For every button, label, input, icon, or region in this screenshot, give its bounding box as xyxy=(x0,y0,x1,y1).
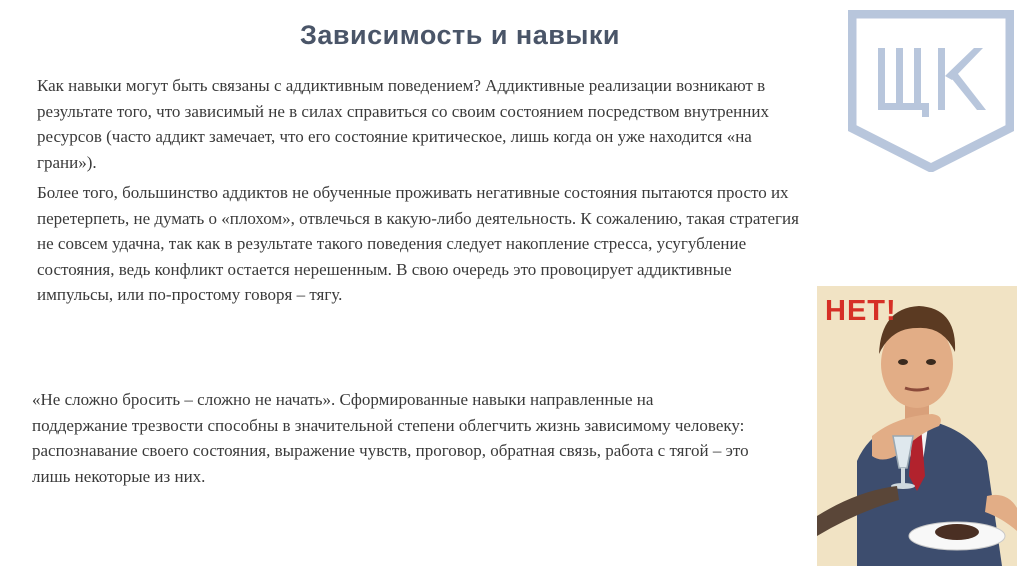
paragraph-strategy: Более того, большинство аддиктов не обученные проживать негативные состояния пытаются просто их перетерпеть, не думать о «плохом», отвлечься в какую-либо деятельность. К сожалению, такая стратегия не совсем удачна, так как в результате такого поведения следует накопление стресса, усугубление состояния, ведь конфликт остается нерешенным. В свою очередь это провоцирует аддиктивные импульсы, или по-простому говоря – тягу. xyxy=(37,183,799,304)
shk-logo xyxy=(848,10,1014,172)
poster-illustration xyxy=(817,286,1017,566)
paragraph-skills: «Не сложно бросить – сложно не начать». Сформированные навыки направленные на поддержание трезвости способны в значительной степени облегчить жизнь зависимому человеку: распознавание своего состояния, выражение чувств, проговор, обратная связь, работа с тягой – это лишь некоторые из них. xyxy=(32,390,749,486)
slide-title: Зависимость и навыки xyxy=(300,20,621,50)
paragraph-intro: Как навыки могут быть связаны с аддиктивным поведением? Аддиктивные реализации возникают в результате того, что зависимый не в силах справиться со своим состоянием посредством внутренних ресурсов (часто аддикт замечает, что его состояние критическое, лишь когда он уже находится «на грани»). xyxy=(37,76,769,172)
poster-no-word: НЕТ! xyxy=(825,295,897,327)
